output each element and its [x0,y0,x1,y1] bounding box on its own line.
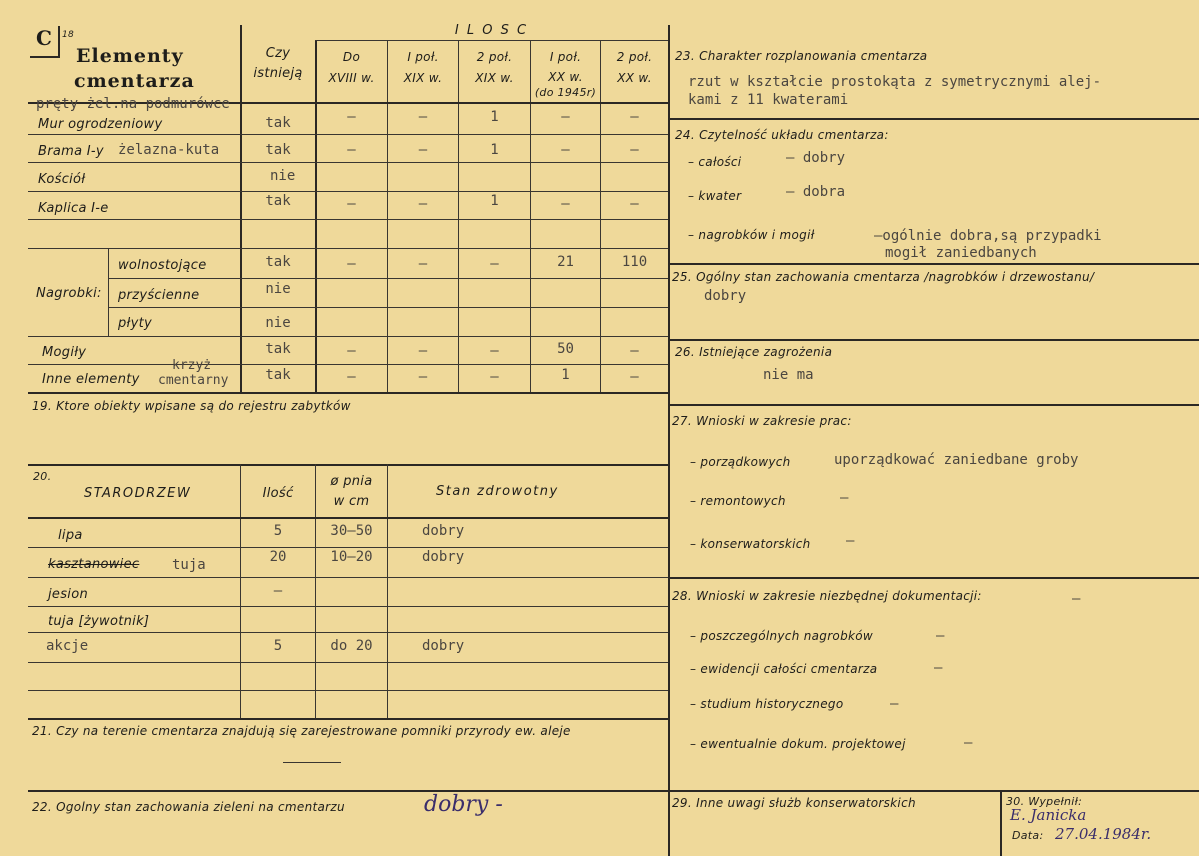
period-header: Do [342,50,361,64]
rule [668,790,1199,792]
count-value: – [630,142,639,158]
col-header-ilosc: I L O S C [454,23,529,38]
count-value: 1 [490,193,499,209]
row-label: płyty [118,316,152,331]
rule [28,191,668,192]
question-20: 20. [33,470,52,483]
tree-name: lipa [58,528,83,543]
row-label: Brama I-y [38,144,104,159]
typed-answer: dobry [704,288,747,304]
typed-dash: — [840,490,849,506]
count-value: – [418,256,428,272]
tree-name-typed: tuja [172,557,206,573]
rule [108,278,668,279]
count-value: – [561,142,570,158]
count-value: – [490,369,499,385]
period-header: 2 poł. [476,50,513,64]
trees-col-name: STARODRZEW [84,486,192,501]
trees-col-state: Stan zdrowotny [436,484,559,499]
tree-count: 20 [269,549,287,565]
rule [458,40,459,392]
exists-value: tak [265,367,291,383]
rule [315,40,317,392]
typed-answer: –ogólnie dobra,są przypadki [874,228,1102,244]
exists-value: nie [265,281,291,297]
question-28: 28. Wnioski w zakresie niezbędnej dokumentacji: [672,589,982,603]
count-value: – [630,109,639,125]
rule [668,339,1199,341]
subquestion: – ewentualnie dokum. projektowej [690,737,906,751]
count-value: – [418,369,428,385]
filled-by-signature: E. Janicka [1010,806,1087,824]
tree-count: 5 [273,638,283,654]
tree-state: dobry [422,549,465,565]
question-24: 24. Czytelność układu cmentarza: [675,128,889,142]
tree-name: tuja [żywotnik] [48,614,150,629]
rule [28,790,668,792]
tree-diam: 10–20 [330,549,373,565]
typed-dash: — [936,628,945,644]
subquestion: – nagrobków i mogił [688,228,815,242]
count-value: 1 [490,142,499,158]
typed-note: pręty żel.na podmurówce [36,96,230,112]
row-label: Kaplica I-e [38,201,109,216]
count-value: – [418,343,428,359]
rule [668,25,670,856]
count-value: – [418,109,428,125]
date-value: 27.04.1984r. [1055,825,1152,843]
count-value: 50 [557,341,574,357]
tree-count: 5 [273,523,283,539]
period-header: XX w. [617,71,652,85]
trees-col-count: Ilość [262,486,294,501]
tree-name: kasztanowiec [48,557,140,572]
rule [28,162,668,163]
handwritten-answer: dobry - [424,792,503,817]
typed-answer: – dobry [786,150,846,166]
date-label: Data: [1012,829,1044,842]
typed-dash: — [1072,591,1081,607]
period-header: (do 1945r) [534,86,597,99]
rule [108,307,668,308]
rule [28,662,668,663]
rule [28,577,668,578]
tree-state: dobry [422,638,465,654]
count-value: – [347,343,356,359]
rule [28,464,668,466]
rule [315,40,668,41]
col-header-exists: istnieją [253,66,303,81]
rule [1000,790,1002,856]
subquestion: – studium historycznego [690,697,844,711]
question-25: 25. Ogólny stan zachowania cmentarza /nagrobków i drzewostanu/ [672,270,1095,284]
question-19: 19. Ktore obiekty wpisane są do rejestru zabytków [32,399,351,413]
count-value: – [347,196,356,212]
exists-value: tak [265,193,291,209]
rule [668,118,1199,120]
exists-value: tak [265,341,291,357]
typed-dash: — [846,533,855,549]
tree-name: jesion [48,587,88,602]
period-header: XIX w. [403,71,443,85]
section-letter: C [36,26,53,50]
rule [387,464,388,718]
rule [28,219,668,220]
row-label: Kościół [38,172,86,187]
row-label: wolnostojące [118,258,207,273]
count-value: – [630,196,639,212]
count-value: – [347,369,356,385]
question-21: 21. Czy na terenie cmentarza znajdują się zarejestrowane pomniki przyrody ew. aleje [32,724,571,738]
period-header: XX w. [548,70,583,84]
count-value: 1 [490,109,499,125]
subquestion: – ewidencji całości cmentarza [690,662,878,676]
question-26: 26. Istniejące zagrożenia [675,345,833,359]
row-label: Mur ogrodzeniowy [38,117,163,132]
exists-value: tak [265,115,291,131]
typed-answer: rzut w kształcie prostokąta z symetrycznymi alej- [688,74,1102,90]
question-23: 23. Charakter rozplanowania cmentarza [675,49,928,63]
count-value: – [418,196,428,212]
tree-state: dobry [422,523,465,539]
typed-answer: mogił zaniedbanych [885,245,1037,261]
subquestion: – kwater [688,189,742,203]
trees-col-diam: w cm [333,494,370,509]
exists-value: nie [265,315,291,331]
count-value: – [630,343,639,359]
typed-note: cmentarny [158,373,229,388]
rule [668,404,1199,406]
row-label: przyścienne [118,288,200,303]
count-value: – [347,256,356,272]
count-value: – [490,343,499,359]
count-value: 1 [561,367,570,383]
tree-name-typed: akcje [46,638,89,654]
rule [28,248,668,249]
rule [28,336,668,337]
rule [28,392,668,394]
row-label: Inne elementy [42,372,140,387]
subquestion: – całości [688,155,742,169]
typed-dash: — [964,735,973,751]
typed-answer: uporządkować zaniedbane groby [834,452,1079,468]
typed-dash: — [890,696,899,712]
count-value: 110 [621,254,648,270]
rule [108,248,109,336]
rule [28,718,668,720]
question-29: 29. Inne uwagi służb konserwatorskich [672,796,916,810]
tree-count: – [273,583,283,599]
count-value: – [561,109,570,125]
typed-answer: nie ma [763,367,814,383]
subquestion: – remontowych [690,494,786,508]
count-value: – [347,142,356,158]
exists-value: tak [265,142,291,158]
trees-col-diam: ø pnia [330,474,373,489]
subquestion: – porządkowych [690,455,791,469]
section-title: Elementy [76,45,184,67]
typed-answer: – dobra [786,184,846,200]
subquestion: – konserwatorskich [690,537,811,551]
typed-note: żelazna-kuta [118,142,220,158]
question-30: 30. Wypełnił: [1006,795,1083,808]
count-value: 21 [557,254,574,270]
count-value: – [347,109,356,125]
typed-answer: kami z 11 kwaterami [688,92,849,108]
answer-underline [283,762,341,763]
rule [28,134,668,135]
typed-dash: — [934,660,943,676]
col-header-exists: Czy [265,46,291,61]
period-header: XVIII w. [328,71,375,85]
section-number: 18 [62,30,75,40]
period-header: XIX w. [475,71,514,85]
rule [668,263,1199,265]
rule [28,606,668,607]
period-header: 2 poł. [616,50,653,64]
tree-diam: 30–50 [330,523,373,539]
nagrobki-label: Nagrobki: [36,286,102,301]
row-label: Mogiły [42,345,87,360]
exists-value: tak [265,254,291,270]
rule [387,40,388,392]
rule [28,632,668,633]
count-value: – [630,369,639,385]
rule [600,40,601,392]
rule [28,364,668,365]
rule [28,547,668,548]
count-value: – [418,142,428,158]
period-header: I poł. [549,50,582,64]
subquestion: – poszczególnych nagrobków [690,629,873,643]
exists-value: nie [270,168,296,184]
count-value: – [490,256,499,272]
question-22: 22. Ogolny stan zachowania zieleni na cmentarzu [32,800,345,814]
rule [668,577,1199,579]
period-header: I poł. [407,50,439,64]
typed-note: krzyż [172,358,212,373]
rule [28,517,668,519]
section-title: cmentarza [74,70,195,92]
tree-diam: do 20 [330,638,373,654]
rule [28,690,668,691]
question-27: 27. Wnioski w zakresie prac: [672,414,852,428]
count-value: – [561,196,570,212]
